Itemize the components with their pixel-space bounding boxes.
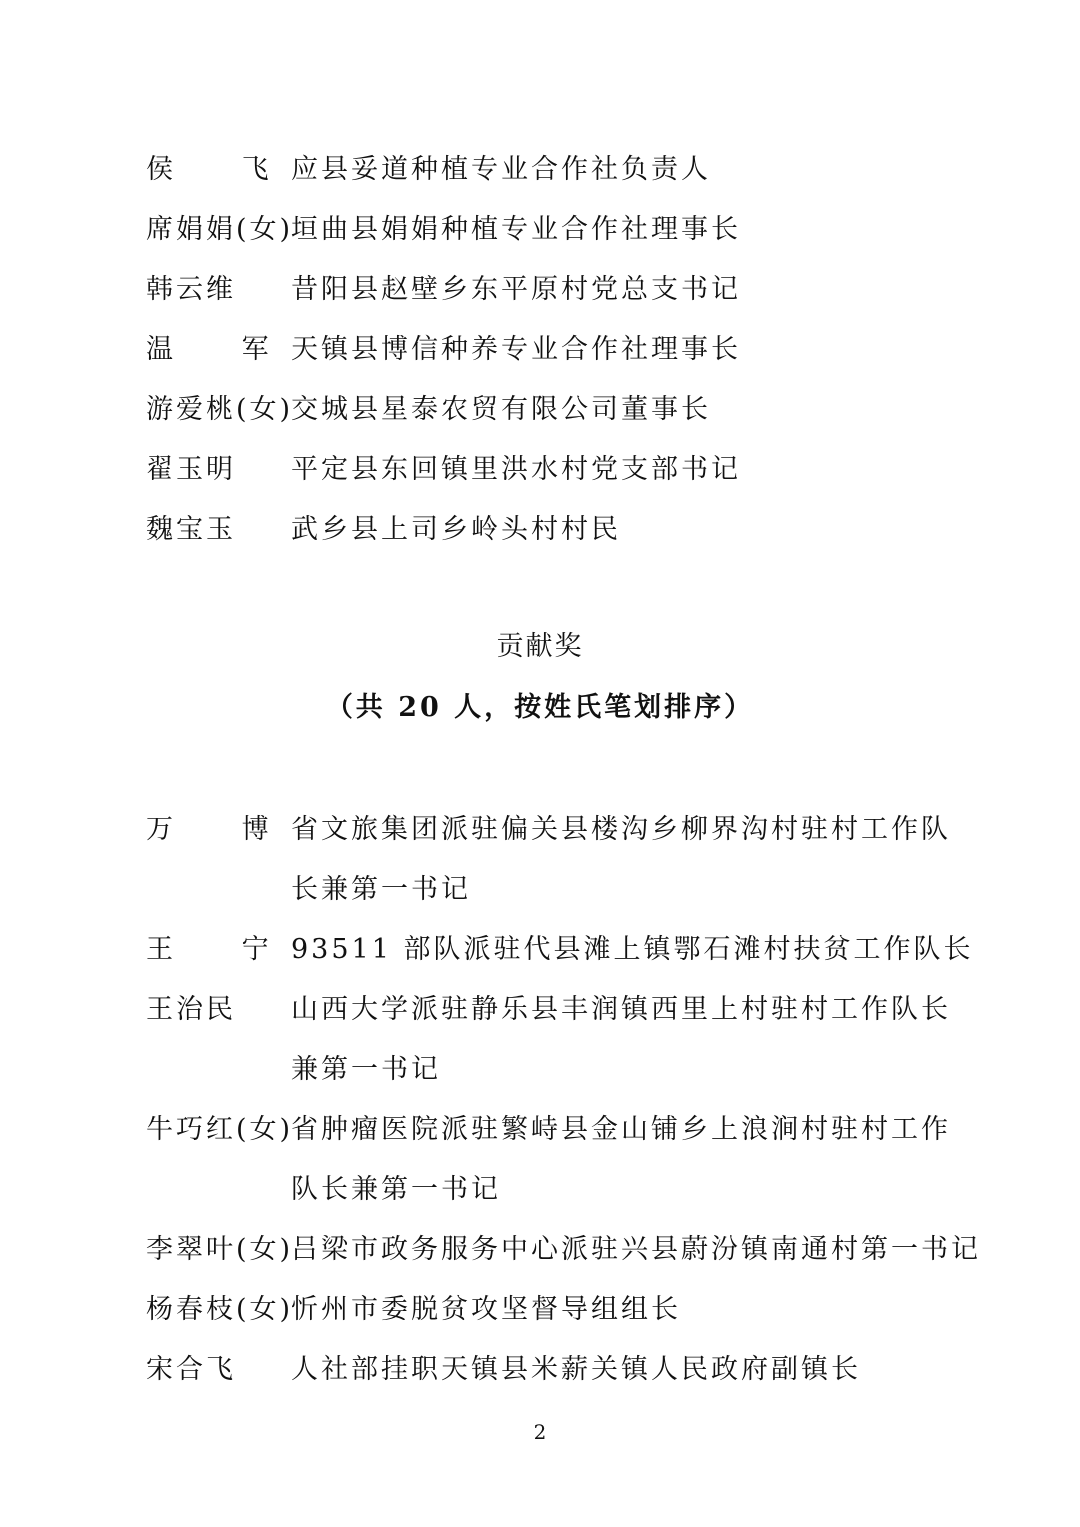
recipient-description bbox=[291, 1280, 941, 1340]
recipient-description bbox=[291, 200, 941, 260]
recipient-description bbox=[291, 800, 951, 920]
recipient-description bbox=[291, 380, 941, 440]
list-item bbox=[146, 380, 946, 440]
top-award-list bbox=[146, 140, 946, 560]
description-line: 人社部挂职天镇县米薪关镇人民政府副镇长 bbox=[291, 1354, 861, 1385]
recipient-description bbox=[291, 920, 974, 980]
description-line: 93511 部队派驻代县滩上镇鄂石滩村扶贫工作队长 bbox=[291, 934, 974, 965]
list-item bbox=[146, 440, 946, 500]
recipient-description bbox=[291, 1340, 941, 1400]
recipient-name: 翟玉明 bbox=[146, 454, 236, 485]
description-line: 忻州市委脱贫攻坚督导组组长 bbox=[291, 1294, 681, 1325]
section-title: 贡献奖 bbox=[496, 631, 584, 662]
list-item bbox=[146, 1280, 946, 1340]
list-item bbox=[146, 260, 946, 320]
recipient-name: 牛巧红(女) bbox=[146, 1114, 294, 1145]
description-line: 省肿瘤医院派驻繁峙县金山铺乡上浪涧村驻村工作 bbox=[291, 1114, 951, 1145]
description-line: 交城县星泰农贸有限公司董事长 bbox=[291, 394, 711, 425]
description-line: 吕梁市政务服务中心派驻兴县蔚汾镇南通村第一书记 bbox=[291, 1234, 981, 1265]
description-line: 长兼第一书记 bbox=[291, 874, 471, 905]
description-line: 兼第一书记 bbox=[291, 1054, 441, 1085]
recipient-description bbox=[291, 500, 941, 560]
recipient-name: 游爱桃(女) bbox=[146, 394, 294, 425]
list-item bbox=[146, 1220, 981, 1280]
page-number: 2 bbox=[533, 1420, 547, 1444]
recipient-name: 韩云维 bbox=[146, 274, 236, 305]
recipient-description bbox=[291, 320, 941, 380]
recipient-name: 侯 飞 bbox=[146, 154, 299, 185]
list-item bbox=[146, 200, 946, 260]
recipient-name: 李翠叶(女) bbox=[146, 1234, 294, 1265]
description-line: 昔阳县赵壁乡东平原村党总支书记 bbox=[291, 274, 741, 305]
description-line: 队长兼第一书记 bbox=[291, 1174, 501, 1205]
list-item bbox=[146, 320, 946, 380]
list-item bbox=[146, 500, 946, 560]
contribution-award-list bbox=[146, 800, 981, 1400]
recipient-name: 魏宝玉 bbox=[146, 514, 236, 545]
recipient-name: 温 军 bbox=[146, 334, 299, 365]
recipient-description bbox=[291, 1100, 951, 1220]
list-item bbox=[146, 920, 974, 980]
recipient-name: 席娟娟(女) bbox=[146, 214, 294, 245]
recipient-name: 杨春枝(女) bbox=[146, 1294, 294, 1325]
list-item bbox=[146, 980, 951, 1100]
list-item bbox=[146, 800, 951, 920]
description-line: 垣曲县娟娟种植专业合作社理事长 bbox=[291, 214, 741, 245]
recipient-description bbox=[291, 980, 951, 1100]
description-line: 平定县东回镇里洪水村党支部书记 bbox=[291, 454, 741, 485]
recipient-description bbox=[291, 1220, 981, 1280]
recipient-name: 万 博 bbox=[146, 814, 299, 845]
recipient-name: 王 宁 bbox=[146, 934, 299, 965]
description-line: 武乡县上司乡岭头村村民 bbox=[291, 514, 621, 545]
section-subtitle: （共 20 人，按姓氏笔划排序） bbox=[325, 692, 755, 723]
description-line: 省文旅集团派驻偏关县楼沟乡柳界沟村驻村工作队 bbox=[291, 814, 951, 845]
recipient-description bbox=[291, 140, 941, 200]
list-item bbox=[146, 1100, 951, 1220]
recipient-description bbox=[291, 440, 941, 500]
recipient-description bbox=[291, 260, 941, 320]
recipient-name: 王治民 bbox=[146, 994, 236, 1025]
list-item bbox=[146, 140, 946, 200]
recipient-name: 宋合飞 bbox=[146, 1354, 236, 1385]
description-line: 山西大学派驻静乐县丰润镇西里上村驻村工作队长 bbox=[291, 994, 951, 1025]
list-item bbox=[146, 1340, 946, 1400]
description-line: 天镇县博信种养专业合作社理事长 bbox=[291, 334, 741, 365]
description-line: 应县妥道种植专业合作社负责人 bbox=[291, 154, 711, 185]
